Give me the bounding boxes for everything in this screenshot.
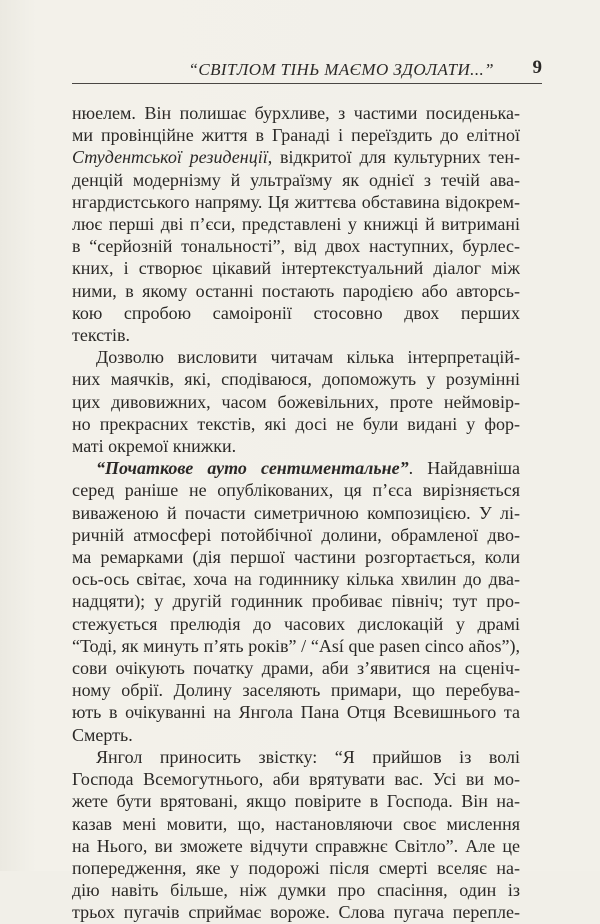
text-line: ми провінційне життя в Гранаді і переїздить до елітної [72, 125, 520, 146]
text-line: Дозволю висловити читачам кілька інтерпретацій- [96, 347, 520, 368]
text-fragment: . Найдавніша [408, 458, 520, 479]
text-line: ма ремарками (дія першої частини розгортається, коли [72, 547, 520, 568]
running-head [72, 58, 542, 86]
text-line: нюелем. Він полишає бурхливе, з частими посиденька- [72, 103, 520, 123]
paragraph-3 [72, 457, 520, 746]
text-line: лює перші дві п’єси, представлені у книжці й витримані [72, 214, 520, 235]
paragraph-2 [72, 346, 520, 457]
header-rule [72, 83, 542, 84]
text-line: казав мені мовити, що, настановляючи своє мислення [72, 813, 520, 834]
text-line: нгардистського напряму. Ця життєва обставина відокрем- [72, 191, 520, 212]
text-fragment: , відкритої для культурних тен- [267, 147, 520, 168]
text-line: Янгол приносить звістку: “Я прийшов із волі [96, 746, 520, 767]
italic-title: Студентської резиденції [72, 147, 268, 168]
running-title: “СВІТЛОМ ТІНЬ МАЄМО ЗДОЛАТИ...” [188, 60, 494, 79]
text-line: ють в очікуванні на Янгола Пана Отця Всевишнього та [72, 702, 520, 723]
text-line: но прекрасних текстів, які досі не були видані у фор- [72, 413, 520, 434]
text-line: дію навіть більше, ніж думки про спасіння, один із [72, 880, 520, 901]
text-line: трьох пугачів сприймає вороже. Слова пугача переплe- [72, 902, 520, 923]
paragraph-1 [72, 102, 520, 346]
page-number: 9 [532, 57, 542, 78]
text-line: на Нього, ви зможете відчути справжнє Світло”. Але це [72, 835, 520, 856]
paragraph-4 [72, 746, 520, 924]
body-text [72, 102, 520, 924]
text-line: денцій модернізму й ультраїзму як однієї з течій ава- [72, 169, 520, 190]
section-title: “Початкове ауто сентиментальне” [96, 458, 409, 479]
text-line: надцяти); у другій годинник пробиває північ; тут про- [72, 591, 520, 612]
text-line [72, 146, 520, 168]
text-line: маті окремої книжки. [72, 436, 237, 457]
text-line: стежується прелюдія до часових дислокацій у драмі [72, 613, 520, 634]
text-line: ось-ось світає, хоча на годиннику кілька хвилин до два- [72, 569, 520, 590]
text-line: кою спробою самоіронії стосовно двох перших [72, 302, 520, 323]
text-line: цих дивовижних, часом божевільних, проте неймовір- [72, 391, 520, 412]
text-line: кних, і створює цікавий інтертекстуальний діалог між [72, 258, 520, 279]
text-line: серед раніше не опублікованих, ця п’єса вирізняється [72, 480, 520, 501]
text-line: попередження, яке у подорожі після смерті вселяє на- [72, 857, 520, 878]
text-line: ному обрії. Долину заселяють примари, що перебува- [72, 680, 520, 701]
text-line: Господа Всемогутнього, аби врятувати вас. Усі ви мо- [72, 769, 520, 790]
text-line: текстів. [72, 325, 131, 346]
text-line [72, 457, 520, 479]
text-line: ними, в якому останні постають пародією або авторсь- [72, 280, 520, 301]
text-line: них маячків, які, сподіваюся, допоможуть у розумінні [72, 369, 520, 390]
text-line: в “серйозній тональності”, від двох наступних, бурлес- [72, 236, 520, 257]
text-line: Смерть. [72, 724, 133, 745]
text-line: виваженою й почасти симетричною композицією. У лі- [72, 502, 520, 523]
text-line: жете бути врятовані, якщо повірите в Господа. Він на- [72, 791, 520, 812]
text-line: сови очікують початку драми, аби з’явитися на сценіч- [72, 658, 520, 679]
text-line: ричній атмосфері потойбічної долини, обрамленої дво- [72, 524, 520, 545]
text-line: “Тоді, як минуть п’ять років” / “Así que pasen cinco años”), [72, 635, 520, 656]
